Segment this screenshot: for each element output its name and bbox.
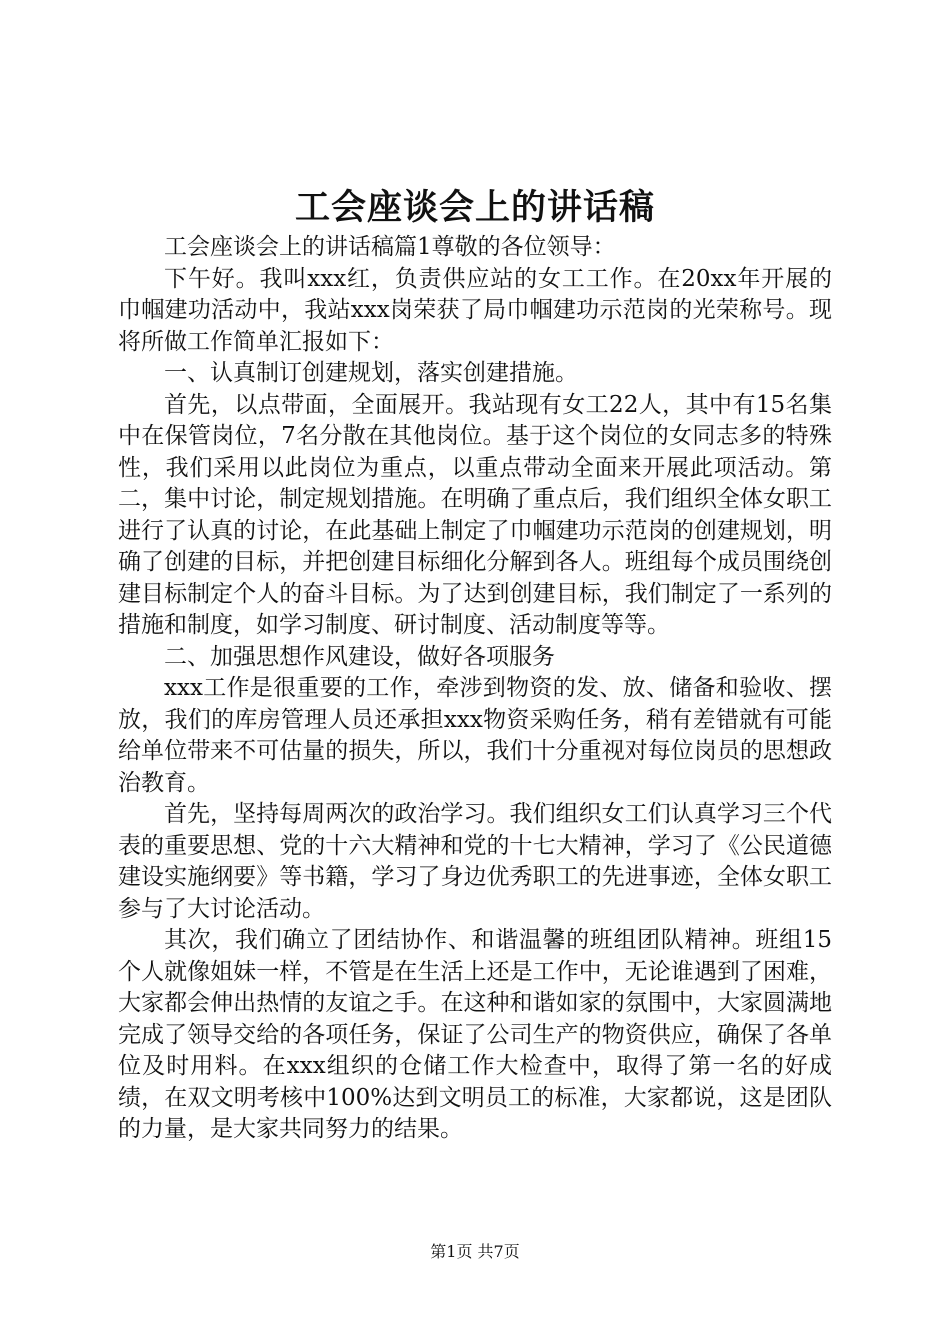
document-body [118,232,832,1146]
paragraph-importance: xxx工作是很重要的工作，牵涉到物资的发、放、储备和验收、摆放，我们的库房管理人员还承担xxx物资采购任务，稍有差错就有可能给单位带来不可估量的损失，所以，我们十分重视对每位岗员的思想政治教育。 [118,675,832,796]
paragraph-study: 首先，坚持每周两次的政治学习。我们组织女工们认真学习三个代表的重要思想、党的十六大精神和党的十七大精神，学习了《公民道德建设实施纲要》等书籍，学习了身边优秀职工的先进事迹，全体女职工参与了大讨论活动。 [118,801,832,922]
section-heading-1: 一、认真制订创建规划，落实创建措施。 [164,360,578,386]
paragraph-teamwork: 其次，我们确立了团结协作、和谐温馨的班组团队精神。班组15个人就像姐妹一样，不管是在生活上还是工作中，无论谁遇到了困难，大家都会伸出热情的友谊之手。在这种和谐如家的氛围中，大家圆满地完成了领导交给的各项任务，保证了公司生产的物资供应，确保了各单位及时用料。在xxx组织的仓储工作大检查中，取得了第一名的好成绩，在双文明考核中100%达到文明员工的标准，大家都说，这是团队的力量，是大家共同努力的结果。 [118,927,832,1142]
document-title: 工会座谈会上的讲话稿 [294,187,655,228]
paragraph-introduction: 下午好。我叫xxx红，负责供应站的女工工作。在20xx年开展的巾帼建功活动中，我站xxx岗荣获了局巾帼建功示范岗的光荣称号。现将所做工作简单汇报如下： [118,265,832,355]
section-heading-2: 二、加强思想作风建设，做好各项服务 [164,643,555,670]
page-number-footer: 第1页 共7页 [430,1242,520,1261]
paragraph-planning: 首先，以点带面，全面展开。我站现有女工22人，其中有15名集中在保管岗位，7名分散在其他岗位。基于这个岗位的女同志多的特殊性，我们采用以此岗位为重点，以重点带动全面来开展此项活动。第二，集中讨论，制定规划措施。在明确了重点后，我们组织全体女职工进行了认真的讨论，在此基础上制定了巾帼建功示范岗的创建规划，明确了创建的目标，并把创建目标细化分解到各人。班组每个成员围绕创建目标制定个人的奋斗目标。为了达到创建目标，我们制定了一系列的措施和制度，如学习制度、研讨制度、活动制度等等。 [118,391,832,638]
paragraph-greeting: 工会座谈会上的讲话稿篇1尊敬的各位领导： [164,234,616,260]
